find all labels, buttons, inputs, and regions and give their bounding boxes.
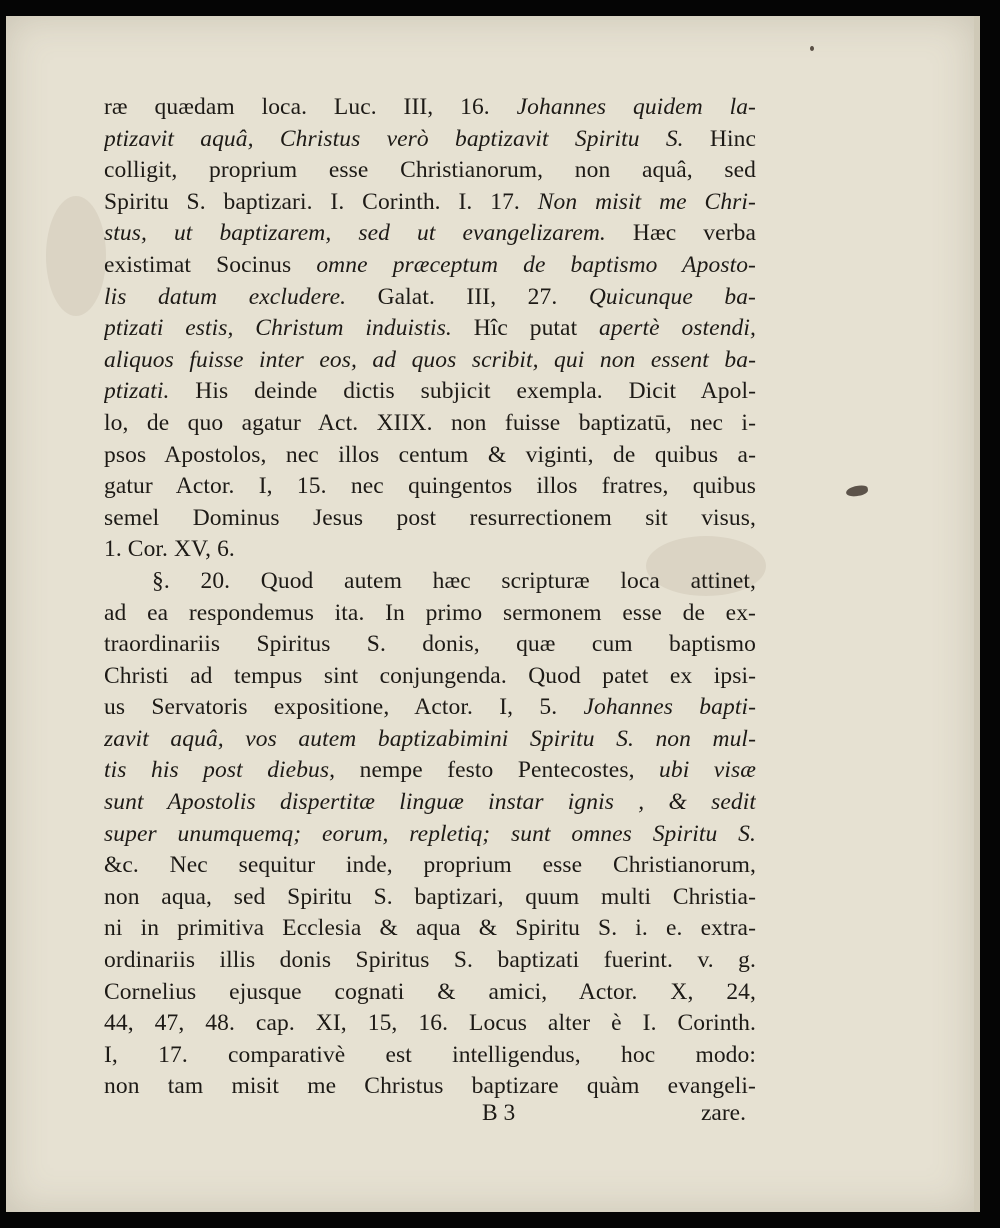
italic-text: Johannes quidem la-: [516, 94, 756, 120]
text-line: [104, 1008, 756, 1040]
roman-text: 1. Cor. XV, 6.: [104, 536, 235, 563]
text-line: [104, 566, 756, 598]
text-line: [104, 787, 756, 819]
text-line: [104, 187, 756, 219]
italic-text: aliquos fuisse inter eos, ad quos scribit, qui non essent ba-: [104, 346, 756, 373]
italic-text: ptizati.: [104, 378, 170, 405]
italic-text: super unumquemq; eorum, repletiq; sunt omnes Spiritu S.: [104, 820, 756, 847]
roman-text: nempe festo Pentecostes,: [335, 757, 660, 784]
italic-text: stus, ut baptizarem, sed ut evangelizarem.: [104, 220, 606, 247]
italic-text: ubi visæ: [659, 757, 756, 784]
roman-text: non tam misit me Christus baptizare quàm evangeli-: [104, 1073, 756, 1100]
roman-text: ræ quædam loca. Luc. III, 16.: [104, 94, 517, 120]
italic-text: sunt Apostolis dispertitæ linguæ instar ignis , & sedit: [104, 789, 756, 816]
text-line: [104, 755, 756, 787]
text-line: [104, 819, 756, 851]
text-line: [104, 534, 756, 566]
text-line: [104, 313, 756, 345]
text-line: [104, 282, 756, 314]
text-line: [104, 913, 756, 945]
italic-text: Quicunque ba-: [588, 283, 756, 310]
roman-text: lo, de quo agatur Act. XIIX. non fuisse baptizatū, nec i-: [104, 409, 756, 436]
roman-text: traordinariis Spiritus S. donis, quæ cum baptismo: [104, 631, 756, 658]
text-line: [104, 124, 756, 156]
text-line: [104, 218, 756, 250]
text-line: [104, 850, 756, 882]
text-line: [104, 598, 756, 630]
catchword: zare.: [701, 1100, 746, 1126]
roman-text: non aqua, sed Spiritu S. baptizari, quum multi Christia-: [104, 883, 756, 910]
roman-text: us Servatoris expositione, Actor. I, 5.: [104, 694, 584, 721]
body-text: [104, 92, 756, 1103]
roman-text: Galat. III, 27.: [346, 283, 589, 310]
text-line: [104, 440, 756, 472]
roman-text: Cornelius ejusque cognati & amici, Actor. X, 24,: [104, 978, 756, 1005]
roman-text: 44, 47, 48. cap. XI, 15, 16. Locus alter è I. Corinth.: [104, 1010, 756, 1037]
roman-text: ni in primitiva Ecclesia & aqua & Spiritu S. i. e. extra-: [104, 915, 756, 942]
roman-text: ordinariis illis donis Spiritus S. baptizati fuerint. v. g.: [104, 947, 756, 974]
roman-text: semel Dominus Jesus post resurrectionem sit visus,: [104, 504, 756, 531]
roman-text: Hæc verba: [605, 220, 756, 247]
text-line: [104, 692, 756, 724]
text-line: [104, 724, 756, 756]
text-line: [104, 661, 756, 693]
italic-text: Non misit me Chri-: [537, 188, 756, 215]
text-line: [104, 376, 756, 408]
roman-text: psos Apostolos, nec illos centum & viginti, de quibus a-: [104, 441, 756, 468]
page-edge: [974, 16, 980, 1212]
italic-text: tis his post diebus,: [104, 757, 336, 784]
roman-text: Spiritu S. baptizari. I. Corinth. I. 17.: [104, 188, 538, 215]
text-line: [104, 471, 756, 503]
roman-text: ad ea respondemus ita. In primo sermonem esse de ex-: [104, 599, 756, 626]
page-footer: [104, 1094, 756, 1128]
italic-text: ptizati estis, Christum induistis.: [104, 315, 452, 342]
italic-text: Johannes bapti-: [583, 694, 756, 721]
text-line: [104, 945, 756, 977]
italic-text: ptizavit aquâ, Christus verò baptizavit Spiritu S.: [104, 125, 684, 152]
italic-text: apertè ostendi,: [599, 315, 756, 342]
italic-text: zavit aquâ, vos autem baptizabimini Spiritu S. non mul-: [104, 725, 756, 752]
signature-mark: B 3: [482, 1100, 516, 1126]
roman-text: &c. Nec sequitur inde, proprium esse Christianorum,: [104, 852, 756, 879]
text-line: [104, 408, 756, 440]
roman-text: Hinc: [683, 125, 756, 152]
italic-text: lis datum excludere.: [104, 283, 347, 310]
text-line: [104, 977, 756, 1009]
text-line: [104, 92, 756, 124]
text-line: [104, 882, 756, 914]
text-line: [104, 503, 756, 535]
text-line: [104, 1040, 756, 1072]
text-line: [104, 250, 756, 282]
roman-text: gatur Actor. I, 15. nec quingentos illos fratres, quibus: [104, 473, 756, 500]
roman-text: Christi ad tempus sint conjungenda. Quod patet ex ipsi-: [104, 662, 756, 689]
roman-text: I, 17. comparativè est intelligendus, hoc modo:: [104, 1041, 756, 1068]
roman-text: §. 20. Quod autem hæc scripturæ loca attinet,: [152, 567, 756, 594]
italic-text: omne præceptum de baptismo Aposto-: [316, 251, 756, 278]
roman-text: Hîc putat: [451, 315, 600, 342]
roman-text: His deinde dictis subjicit exempla. Dicit Apol-: [169, 378, 756, 405]
text-line: [104, 155, 756, 187]
roman-text: colligit, proprium esse Christianorum, non aquâ, sed: [104, 157, 756, 184]
text-line: [104, 345, 756, 377]
text-line: [104, 629, 756, 661]
paper-stain: [46, 196, 106, 316]
roman-text: existimat Socinus: [104, 251, 317, 278]
ink-speck: [810, 46, 814, 51]
